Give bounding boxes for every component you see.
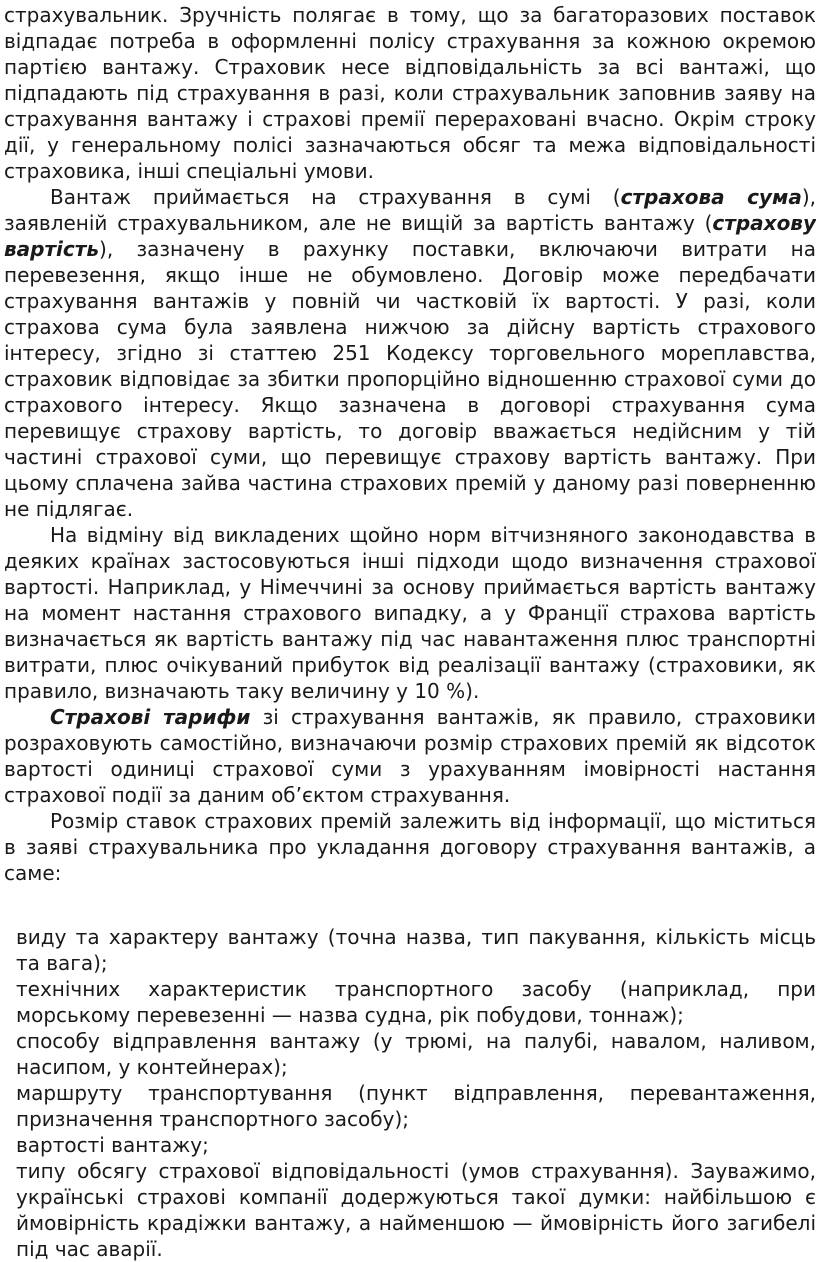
list-item: маршруту транспортування (пункт відправлення, перевантаження, призначення транспортного засобу); xyxy=(16,1081,816,1131)
paragraph-premium-rates: Розмір ставок страхових премій залежить від інформації, що міститься в заяві страхувальника про укладання договору страхування вантажів, а саме: xyxy=(4,809,816,885)
term-insured-value: страхову вартість xyxy=(4,211,816,261)
text-run: ), заявленій страхувальником, але не вищій за вартість вантажу ( xyxy=(4,185,816,235)
paragraph-insured-sum xyxy=(4,184,816,522)
list-item: виду та характеру вантажу (точна назва, тип пакування, кількість місць та вага); xyxy=(16,925,816,975)
term-insurance-tariffs: Страхові тарифи xyxy=(50,705,251,729)
list-item: способу відправлення вантажу (у трюмі, на палубі, навалом, наливом, насипом, у контейнерах); xyxy=(16,1029,816,1079)
text-run: зі страхування вантажів, як правило, страховики розраховують самостійно, визначаючи розмір страхових премій як відсоток вартості одиниці страхової суми з урахуванням імовірності настання страхової події за даним об’єктом страхування. xyxy=(4,705,816,807)
list-item: типу обсягу страхової відповідальності (умов страхування). Зауважимо, українські страхові компанії додержуються такої думки: найбільшою є ймовірність крадіжки вантажу, а найменшою — ймовірність його загибелі під час аварії. xyxy=(16,1159,816,1261)
term-insured-sum: страхова сума xyxy=(620,185,802,209)
text-run: ), зазначену в рахунку поставки, включаючи витрати на перевезення, якщо інше не обумовлено. Договір може передбачати страхування вантажів у повній чи частковій їх вартості. У разі, коли страхова сума була заявлена нижчою за дійсну вартість страхового інтересу, згідно зі статтею 251 Кодексу торговельного мореплавства, страховик відповідає за збитки пропорційно відношенню страхової суми до страхового інтересу. Якщо зазначена в договорі страхування сума перевищує страхову вартість, то договір вважається недійсним у тій частині страхової суми, що перевищує страхову вартість вантажу. При цьому сплачена зайва частина страхових премій у даному разі поверненню не підлягає. xyxy=(4,237,816,521)
list-item: технічних характеристик транспортного засобу (наприклад, при морському перевезенні — назва судна, рік побудови, тоннаж); xyxy=(16,977,816,1027)
paragraph-tariffs xyxy=(4,704,816,808)
list-item: вартості вантажу; xyxy=(16,1133,209,1157)
paragraph-foreign-approaches: На відміну від викладених щойно норм вітчизняного законодавства в деяких країнах застосовуються інші підходи щодо визначення страхової вартості. Наприклад, у Німеччині за основу приймається вартість вантажу на момент настання страхового випадку, а у Франції страхова вартість визначається як вартість вантажу під час навантаження плюс транспортні витрати, плюс очікуваний прибуток від реалізації вантажу (страховики, як правило, визначають таку величину у 10 %). xyxy=(4,523,816,703)
text-run: Вантаж приймається на страхування в сумі ( xyxy=(50,185,621,209)
paragraph-general-policy: страхувальник. Зручність полягає в тому, що за багаторазових поставок відпадає потреба в оформленні полісу страхування за кожною окремою партією вантажу. Страховик несе відповідальність за всі вантажі, що підпадають під страхування в разі, коли страхувальник заповнив заяву на страхування вантажу і страхові премії перераховані вчасно. Окрім строку дії, у генеральному полісі зазначаються обсяг та межа відповідальності страховика, інші спеціальні умови. xyxy=(4,3,816,183)
factors-list xyxy=(4,924,816,1262)
